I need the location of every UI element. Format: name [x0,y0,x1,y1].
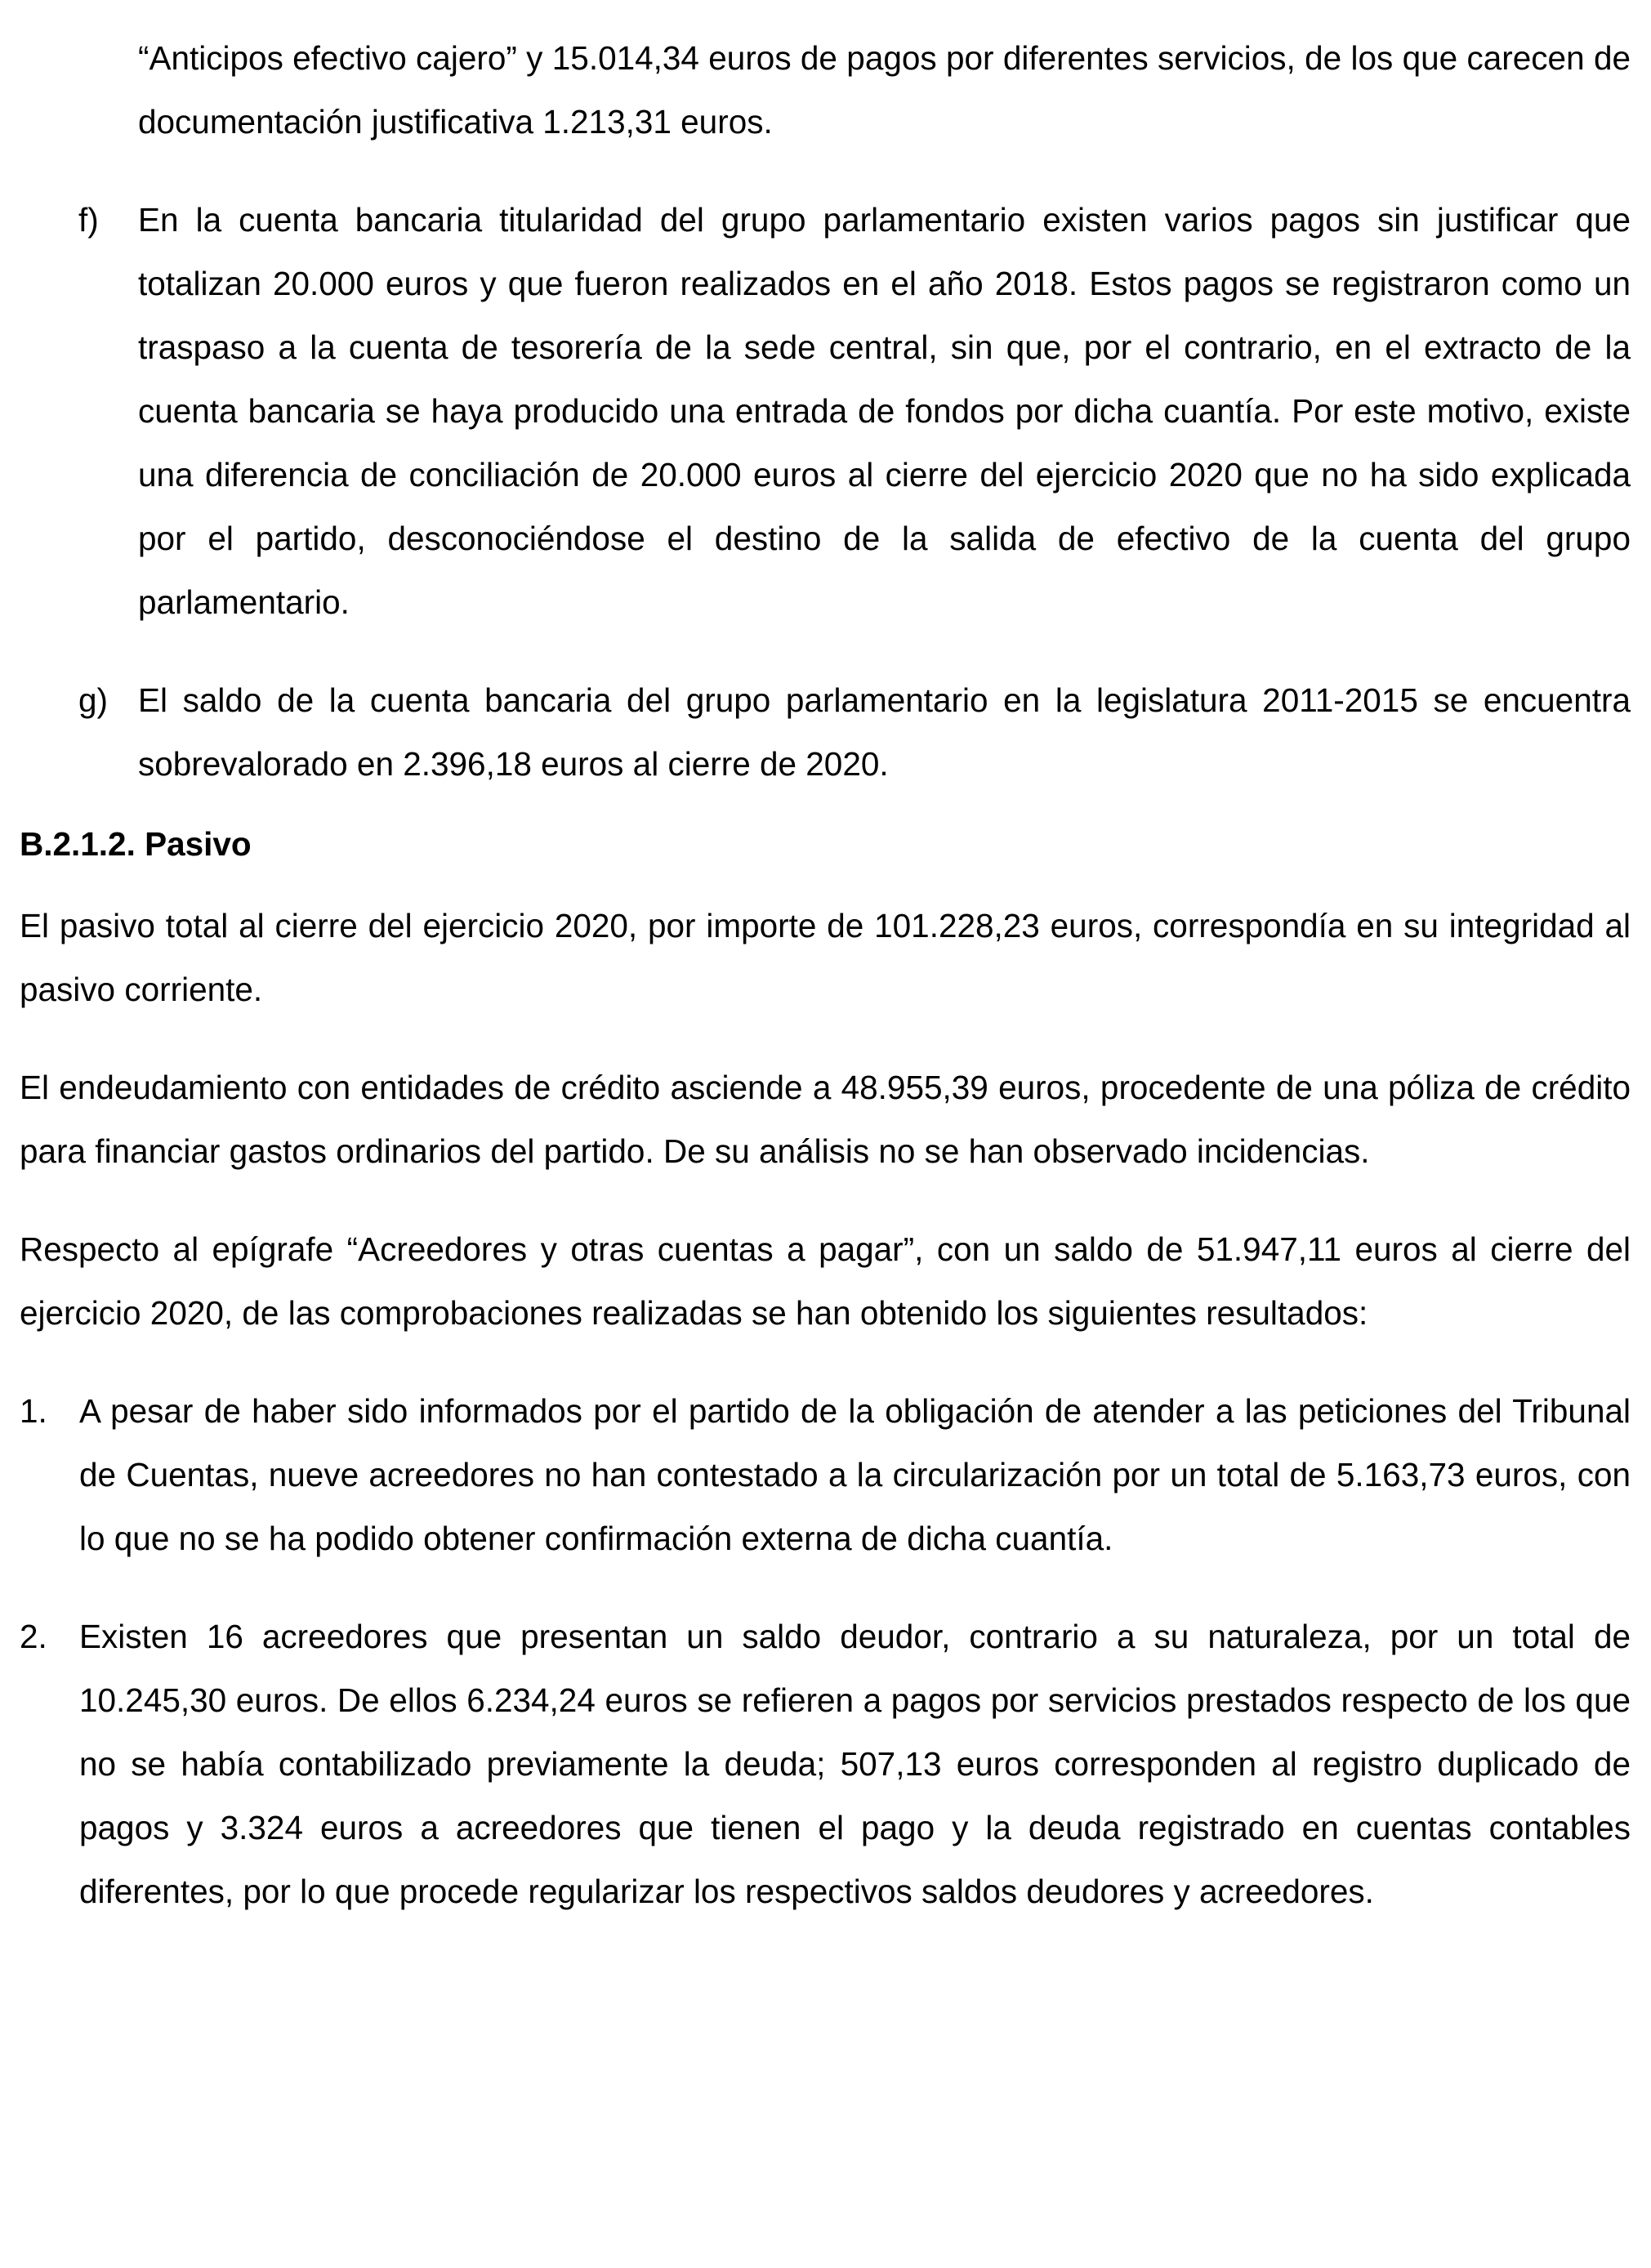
list-item-continuation [20,26,1631,154]
list-item-text: Existen 16 acreedores que presentan un saldo deudor, contrario a su naturaleza, por un total de 10.245,30 euros. De ellos 6.234,24 euros se refieren a pagos por servicios prestados respecto de los que no se había contabilizado previamente la deuda; 507,13 euros corresponden al registro duplicado de pagos y 3.324 euros a acreedores que tienen el pago y la deuda registrado en cuentas contables diferentes, por lo que procede regularizar los respectivos saldos deudores y acreedores. [79,1618,1631,1910]
list-marker: 1. [20,1392,47,1430]
list-marker: f) [78,201,99,239]
paragraph: Respecto al epígrafe “Acreedores y otras cuentas a pagar”, con un saldo de 51.947,11 euros al cierre del ejercicio 2020, de las comprobaciones realizadas se han obtenido los siguientes resultados: [20,1230,1631,1332]
list-marker: 2. [20,1618,47,1655]
paragraph: El endeudamiento con entidades de crédito asciende a 48.955,39 euros, procedente de una póliza de crédito para financiar gastos ordinarios del partido. De su análisis no se han observado incidencias. [20,1069,1631,1170]
continuation-text: “Anticipos efectivo cajero” y 15.014,34 euros de pagos por diferentes servicios, de los que carecen de documentación justificativa 1.213,31 euros. [138,39,1631,141]
document-page [20,26,1631,1923]
paragraph: El pasivo total al cierre del ejercicio 2020, por importe de 101.228,23 euros, correspondía en su integridad al pasivo corriente. [20,907,1631,1008]
list-item-text: En la cuenta bancaria titularidad del grupo parlamentario existen varios pagos sin justificar que totalizan 20.000 euros y que fueron realizados en el año 2018. Estos pagos se registraron como un traspaso a la cuenta de tesorería de la sede central, sin que, por el contrario, en el extracto de la cuenta bancaria se haya producido una entrada de fondos por dicha cuantía. Por este motivo, existe una diferencia de conciliación de 20.000 euros al cierre del ejercicio 2020 que no ha sido explicada por el partido, desconociéndose el destino de la salida de efectivo de la cuenta del grupo parlamentario. [138,201,1631,621]
list-item-text: El saldo de la cuenta bancaria del grupo parlamentario en la legislatura 2011-2015 se encuentra sobrevalorado en 2.396,18 euros al cierre de 2020. [138,681,1631,783]
numbered-item-1 [20,1379,1631,1570]
section-heading: B.2.1.2. Pasivo [20,825,252,863]
list-item-g [20,668,1631,796]
list-item-text: A pesar de haber sido informados por el partido de la obligación de atender a las peticiones del Tribunal de Cuentas, nueve acreedores no han contestado a la circularización por un total de 5.163,73 euros, con lo que no se ha podido obtener confirmación externa de dicha cuantía. [79,1392,1631,1557]
numbered-item-2 [20,1605,1631,1923]
list-marker: g) [78,681,109,719]
list-item-f [20,188,1631,634]
